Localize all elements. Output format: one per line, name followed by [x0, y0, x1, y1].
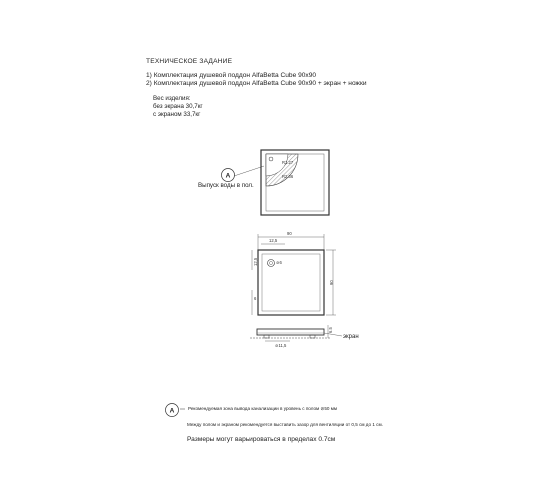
plan-view-drawing	[252, 231, 336, 315]
screen-label: экран	[343, 334, 359, 340]
screen-leader	[324, 333, 342, 336]
dim-width: 90	[287, 231, 292, 236]
side-view-drawing	[250, 325, 342, 348]
plan-drain-icon	[268, 260, 275, 267]
dim-offset-y: 12,5	[253, 257, 258, 266]
dim-side: 90	[329, 280, 334, 285]
side-leg-right	[310, 335, 315, 338]
weight-with-screen: с экраном 33,7кг	[153, 111, 201, 118]
note-drain-zone: Рекомендуемая зона вывода канализации в уровень с полом ⊘50 мм	[188, 406, 338, 411]
top-view-drawing	[222, 150, 330, 215]
side-leg-left	[264, 335, 269, 338]
radius-r1: R1.27	[282, 160, 294, 165]
weight-without-screen: без экрана 30,7кг	[153, 103, 203, 110]
plan-outer-outline	[258, 250, 324, 315]
callout-a-letter: A	[225, 172, 231, 180]
dim-drain: ⊘6	[276, 260, 282, 265]
side-tray-body	[257, 329, 324, 335]
dim-height: 6.5	[328, 327, 333, 333]
config-item-2: 2) Комплектация душевой поддон AlfaBetta Cube 90х90 + экран + ножки	[146, 80, 367, 87]
radius-r2: R2.36	[282, 174, 294, 179]
note-size-tolerance: Размеры могут варьироваться в пределах 0.7см	[187, 436, 336, 443]
note-ventilation-gap: Между полом и экраном рекомендуется выставить зазор для вентиляции от 0,5 см до 1 см.	[187, 422, 383, 427]
notes-callout	[166, 404, 186, 417]
notes-callout-letter: A	[169, 407, 175, 415]
config-item-1: 1) Комплектация душевой поддон AlfaBetta Cube 90х90	[146, 72, 317, 79]
dim-pipe: ⊘11,5	[275, 343, 287, 348]
document-title: ТЕХНИЧЕСКОЕ ЗАДАНИЕ	[146, 58, 233, 65]
plan-inner-outline	[262, 254, 320, 311]
weight-label: Вес изделия:	[153, 95, 191, 102]
dim-offset-x: 12,5	[269, 238, 278, 243]
dim-small: 6	[254, 296, 257, 301]
callout-leader	[234, 166, 264, 176]
outlet-label: Выпуск воды в пол.	[198, 182, 254, 189]
